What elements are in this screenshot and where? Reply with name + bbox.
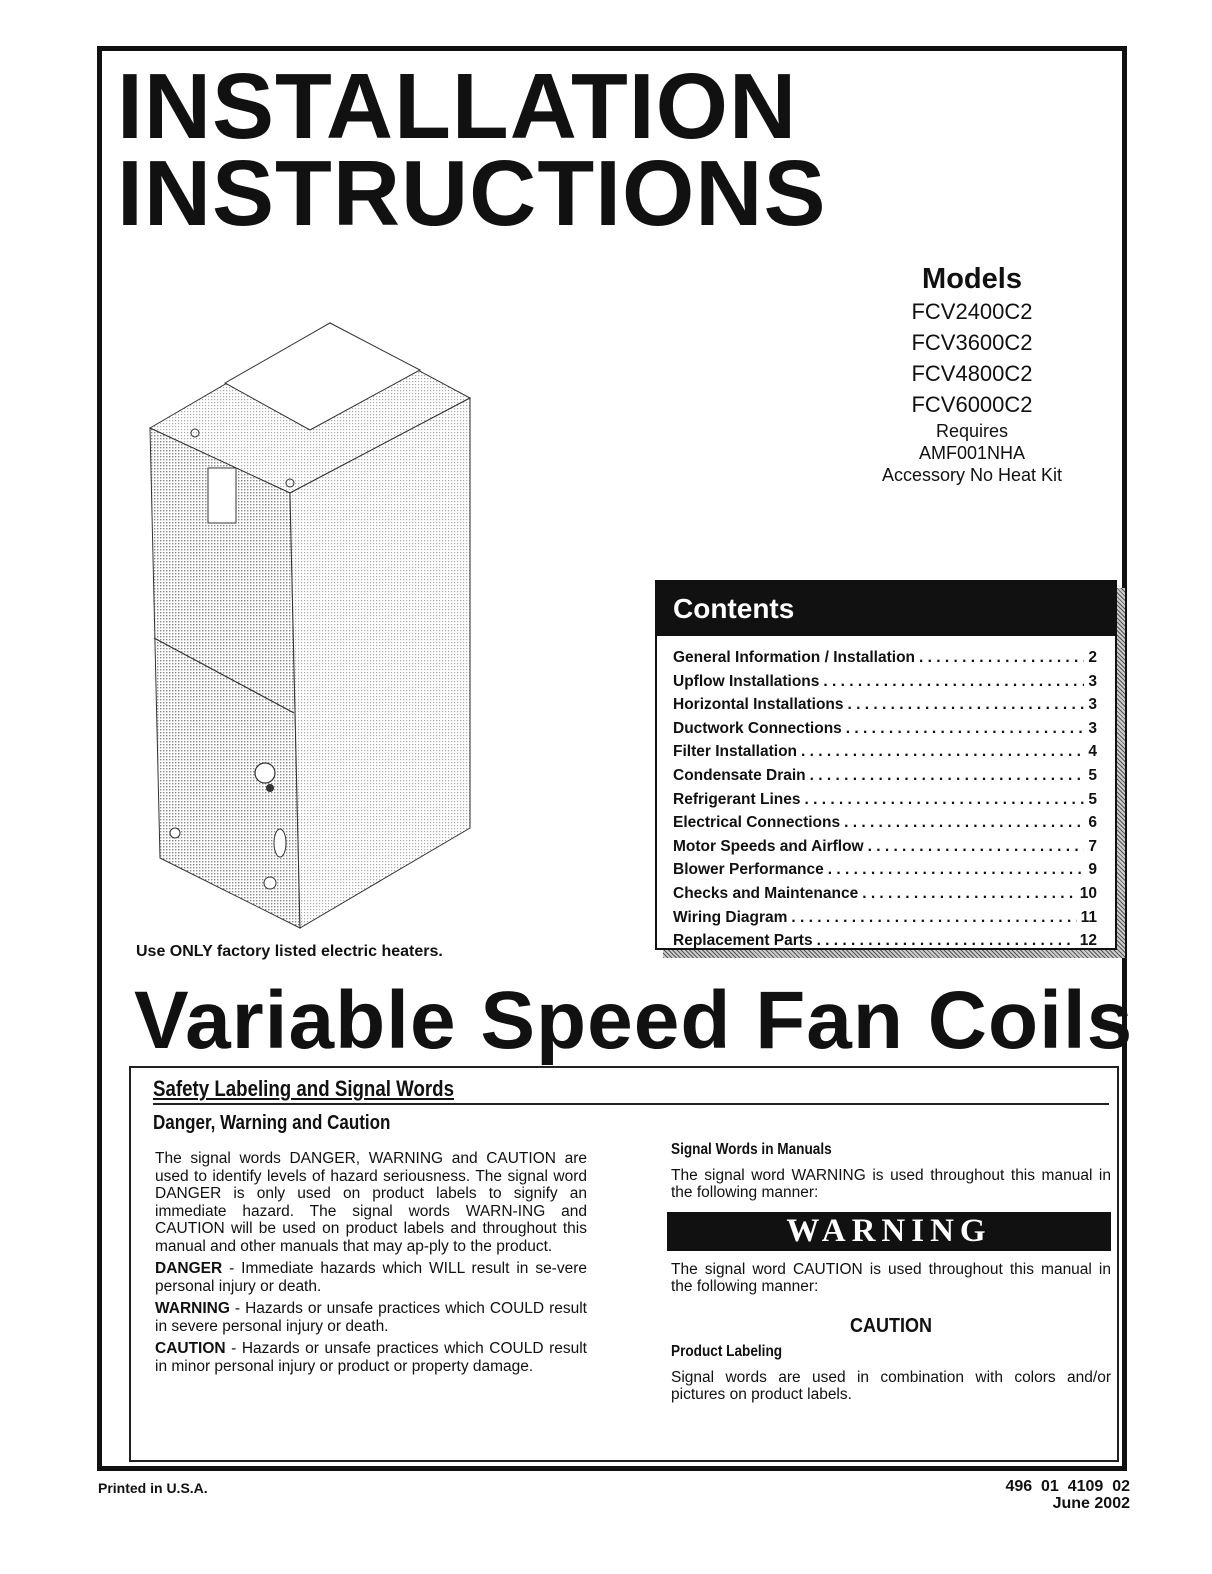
- contents-item-page: 11: [1080, 908, 1097, 926]
- heading-rule: [153, 1103, 1109, 1105]
- contents-item-label: Condensate Drain: [673, 766, 806, 784]
- model-item: FCV3600C2: [911, 330, 1033, 355]
- contents-item: [673, 858, 1097, 882]
- contents-item-page: 10: [1079, 884, 1097, 902]
- contents-panel: [655, 580, 1117, 950]
- contents-item-label: Electrical Connections: [673, 814, 841, 832]
- printed-in: Printed in U.S.A.: [98, 1480, 208, 1496]
- contents-item: [673, 740, 1097, 764]
- labeling-text: Signal words are used in combination with colors and/or pictures on product labels.: [671, 1368, 1111, 1403]
- product-title: Variable Speed Fan Coils: [134, 975, 1134, 1066]
- contents-item-label: Motor Speeds and Airflow: [673, 837, 864, 855]
- contents-item-page: 5: [1088, 766, 1097, 784]
- caution-text: - Hazards or unsafe practices which COULD result in minor personal injury or product or property damage.: [155, 1340, 587, 1375]
- leader-dots: [801, 740, 1084, 764]
- contents-item-label: Replacement Parts: [673, 932, 813, 950]
- caution-term: CAUTION: [155, 1340, 226, 1357]
- contents-item: [673, 929, 1097, 953]
- contents-item-page: 7: [1088, 837, 1097, 855]
- contents-item-label: Checks and Maintenance: [673, 884, 859, 902]
- contents-heading: Contents: [657, 582, 1115, 636]
- warning-usage-text: The signal word WARNING is used throughout this manual in the following manner:: [671, 1166, 1111, 1201]
- caution-usage-text: The signal word CAUTION is used throughout this manual in the following manner:: [671, 1260, 1111, 1295]
- contents-item-label: Blower Performance: [673, 861, 824, 879]
- title-line-1: INSTALLATION: [117, 54, 798, 158]
- contents-item-page: 3: [1088, 719, 1097, 737]
- contents-item-page: 12: [1079, 932, 1097, 950]
- contents-item-page: 4: [1088, 743, 1097, 761]
- safety-section: [129, 1066, 1119, 1462]
- contents-item: [673, 670, 1097, 694]
- models-heading: Models: [922, 263, 1022, 295]
- leader-dots: [810, 764, 1085, 788]
- leader-dots: [817, 929, 1076, 953]
- title-line-2: INSTRUCTIONS: [117, 141, 827, 245]
- danger-paragraph: [155, 1260, 587, 1295]
- contents-item-page: 5: [1088, 790, 1097, 808]
- contents-item: [673, 764, 1097, 788]
- labeling-heading: Product Labeling: [671, 1343, 783, 1360]
- leader-dots: [919, 646, 1084, 670]
- leader-dots: [848, 693, 1085, 717]
- contents-item: [673, 693, 1097, 717]
- model-item: FCV2400C2: [911, 299, 1033, 324]
- leader-dots: [791, 906, 1076, 930]
- models-block: [822, 262, 1122, 486]
- kit-name: Accessory No Heat Kit: [881, 465, 1063, 485]
- leader-dots: [804, 788, 1084, 812]
- model-item: FCV4800C2: [911, 361, 1033, 386]
- safety-subheading: Danger, Warning and Caution: [153, 1112, 391, 1134]
- contents-item-page: 3: [1088, 696, 1097, 714]
- doc-date: June 2002: [1052, 1495, 1130, 1512]
- doc-number: 496 01 4109 02: [1005, 1478, 1130, 1495]
- manuals-heading: Signal Words in Manuals: [671, 1141, 832, 1158]
- contents-item: [673, 835, 1097, 859]
- requires-label: Requires: [935, 421, 1009, 441]
- leader-dots: [823, 670, 1084, 694]
- contents-item-label: General Information / Installation: [673, 649, 916, 666]
- contents-item: [673, 788, 1097, 812]
- model-item: FCV6000C2: [911, 392, 1033, 417]
- heater-note: Use ONLY factory listed electric heaters.: [136, 943, 443, 960]
- contents-item-label: Horizontal Installations: [673, 696, 844, 714]
- contents-item-label: Ductwork Connections: [673, 719, 842, 737]
- warning-term: WARNING: [155, 1300, 230, 1317]
- contents-item: [673, 882, 1097, 906]
- contents-item-label: Wiring Diagram: [673, 908, 788, 926]
- contents-item: [673, 717, 1097, 741]
- contents-item-page: 9: [1088, 861, 1097, 879]
- kit-code: AMF001NHA: [918, 443, 1026, 463]
- contents-list: [657, 646, 1115, 953]
- warning-label-bar: WARNING: [667, 1212, 1111, 1251]
- contents-item-page: 3: [1088, 672, 1097, 690]
- contents-item-label: Upflow Installations: [673, 672, 820, 690]
- safety-left-column: [155, 1150, 587, 1380]
- doc-info: [930, 1478, 1130, 1512]
- contents-item: [673, 811, 1097, 835]
- signal-words-paragraph: The signal words DANGER, WARNING and CAUTION are used to identify levels of hazard seriousness. The signal word DANGER is only used on product labels to signify an immediate hazard. The signal words WARN-ING and CAUTION will be used on product labels and throughout this manual and other manuals that may ap-ply to the product.: [155, 1150, 587, 1255]
- contents-item: [673, 906, 1097, 930]
- contents-box: [655, 580, 1117, 950]
- leader-dots: [868, 835, 1085, 859]
- danger-text: - Immediate hazards which WILL result in se-vere personal injury or death.: [155, 1260, 587, 1295]
- leader-dots: [828, 858, 1085, 882]
- contents-item-page: 6: [1088, 814, 1097, 832]
- fan-coil-unit-illustration: [130, 318, 480, 938]
- warning-paragraph: [155, 1300, 587, 1335]
- leader-dots: [862, 882, 1076, 906]
- contents-item-label: Filter Installation: [673, 743, 798, 761]
- danger-term: DANGER: [155, 1260, 223, 1277]
- contents-item: [673, 646, 1097, 670]
- contents-item-label: Refrigerant Lines: [673, 790, 801, 808]
- leader-dots: [846, 717, 1085, 741]
- contents-item-page: 2: [1088, 649, 1097, 666]
- safety-right-column: [671, 1141, 1111, 1409]
- caution-label: CAUTION: [849, 1314, 932, 1337]
- caution-paragraph: [155, 1340, 587, 1375]
- warning-text: - Hazards or unsafe practices which COULD result in severe personal injury or death.: [155, 1300, 587, 1335]
- safety-heading: Safety Labeling and Signal Words: [153, 1076, 454, 1101]
- leader-dots: [844, 811, 1084, 835]
